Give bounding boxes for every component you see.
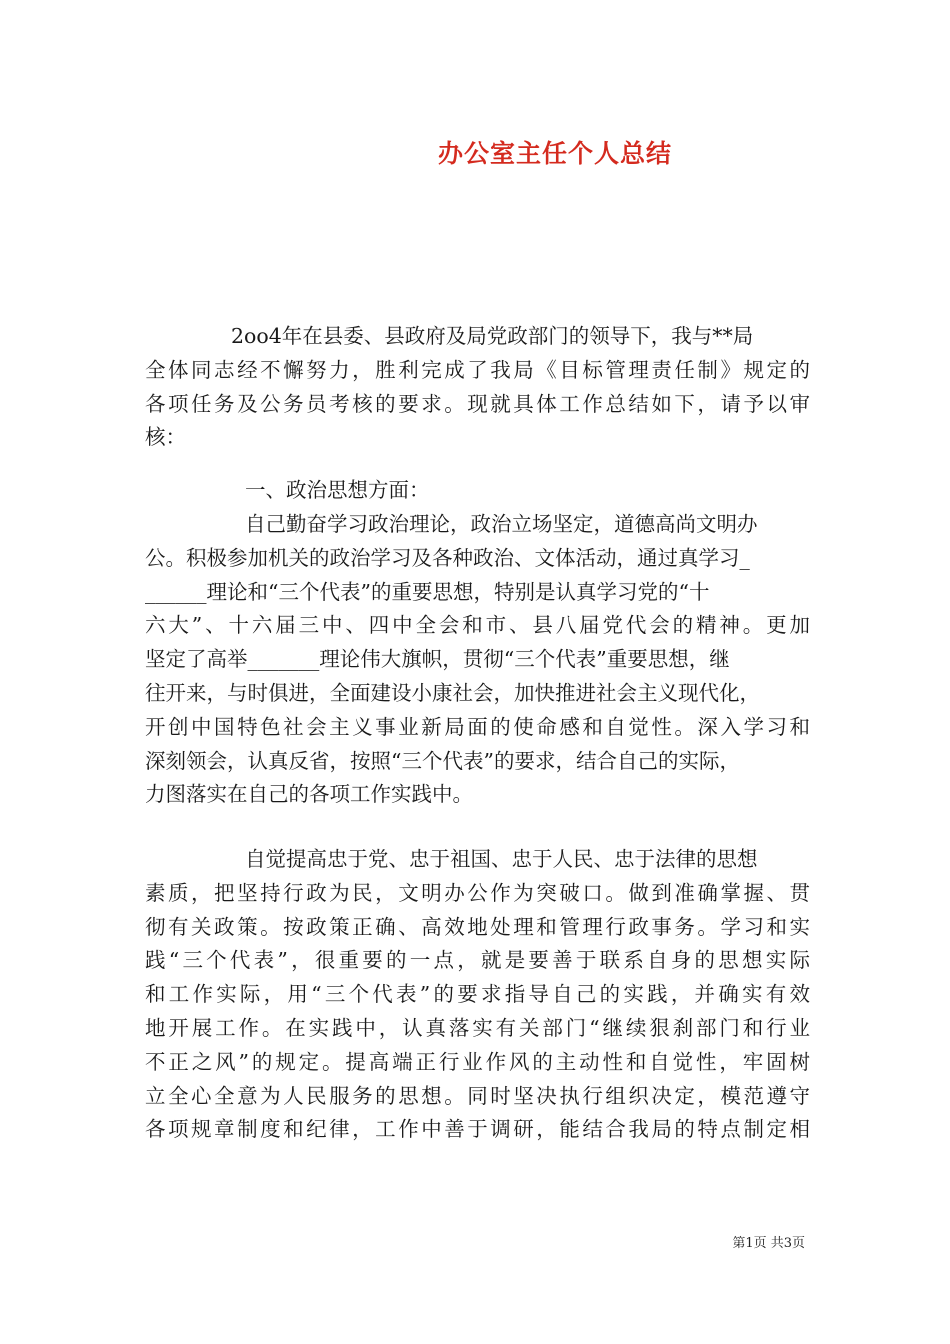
- paragraph-political-study: [145, 508, 810, 812]
- page-title: 办公室主任个人总结: [437, 139, 672, 168]
- text-line: 深刻领会，认真反省，按照“三个代表”的要求，结合自己的实际，: [145, 748, 740, 773]
- text-line: 立全心全意为人民服务的思想。同时坚决执行组织决定，模范遵守: [145, 1083, 810, 1108]
- text-line: 各项任务及公务员考核的要求。现就具体工作总结如下，请予以审: [145, 391, 810, 416]
- text-line: 2oo4年在县委、县政府及局党政部门的领导下，我与**局: [231, 324, 754, 348]
- section-heading: [145, 474, 810, 508]
- text-line: 六大”、十六届三中、四中全会和市、县八届党代会的精神。更加: [145, 613, 810, 638]
- paragraph-intro: [145, 320, 810, 455]
- text-line: 力图落实在自己的各项工作实践中。: [145, 782, 473, 807]
- text-line: 一、政治思想方面：: [245, 478, 430, 502]
- text-line: 不正之风”的规定。提高端正行业作风的主动性和自觉性，牢固树: [145, 1049, 810, 1074]
- text-line: 坚定了高举_______理论伟大旗帜，贯彻“三个代表”重要思想，继: [145, 647, 730, 672]
- text-line: 素质，把坚持行政为民，文明办公作为突破口。做到准确掌握、贯: [145, 880, 810, 905]
- text-line: 开创中国特色社会主义事业新局面的使命感和自觉性。深入学习和: [145, 714, 810, 739]
- text-line: 公。积极参加机关的政治学习及各种政治、文体活动，通过真学习_: [145, 545, 750, 570]
- text-line: 地开展工作。在实践中，认真落实有关部门“继续狠刹部门和行业: [145, 1015, 810, 1040]
- text-line: ______理论和“三个代表”的重要思想，特别是认真学习党的“十: [145, 579, 710, 604]
- text-line: 自己勤奋学习政治理论，政治立场坚定，道德高尚文明办: [245, 512, 758, 536]
- text-line: 自觉提高忠于党、忠于祖国、忠于人民、忠于法律的思想: [245, 847, 758, 871]
- text-line: 各项规章制度和纪律，工作中善于调研，能结合我局的特点制定相: [145, 1117, 810, 1142]
- text-line: 全体同志经不懈努力，胜利完成了我局《目标管理责任制》规定的: [145, 357, 810, 382]
- text-line: 和工作实际，用“三个代表”的要求指导自己的实践，并确实有效: [145, 982, 810, 1007]
- text-line: 彻有关政策。按政策正确、高效地处理和管理行政事务。学习和实: [145, 914, 810, 939]
- text-line: 践“三个代表”，很重要的一点，就是要善于联系自身的思想实际: [145, 948, 810, 973]
- text-line: 核：: [145, 425, 186, 450]
- page-number: 第1页 共3页: [732, 1236, 805, 1251]
- paragraph-ideological-quality: [145, 843, 810, 1147]
- text-line: 往开来，与时俱进，全面建设小康社会，加快推进社会主义现代化，: [145, 680, 760, 705]
